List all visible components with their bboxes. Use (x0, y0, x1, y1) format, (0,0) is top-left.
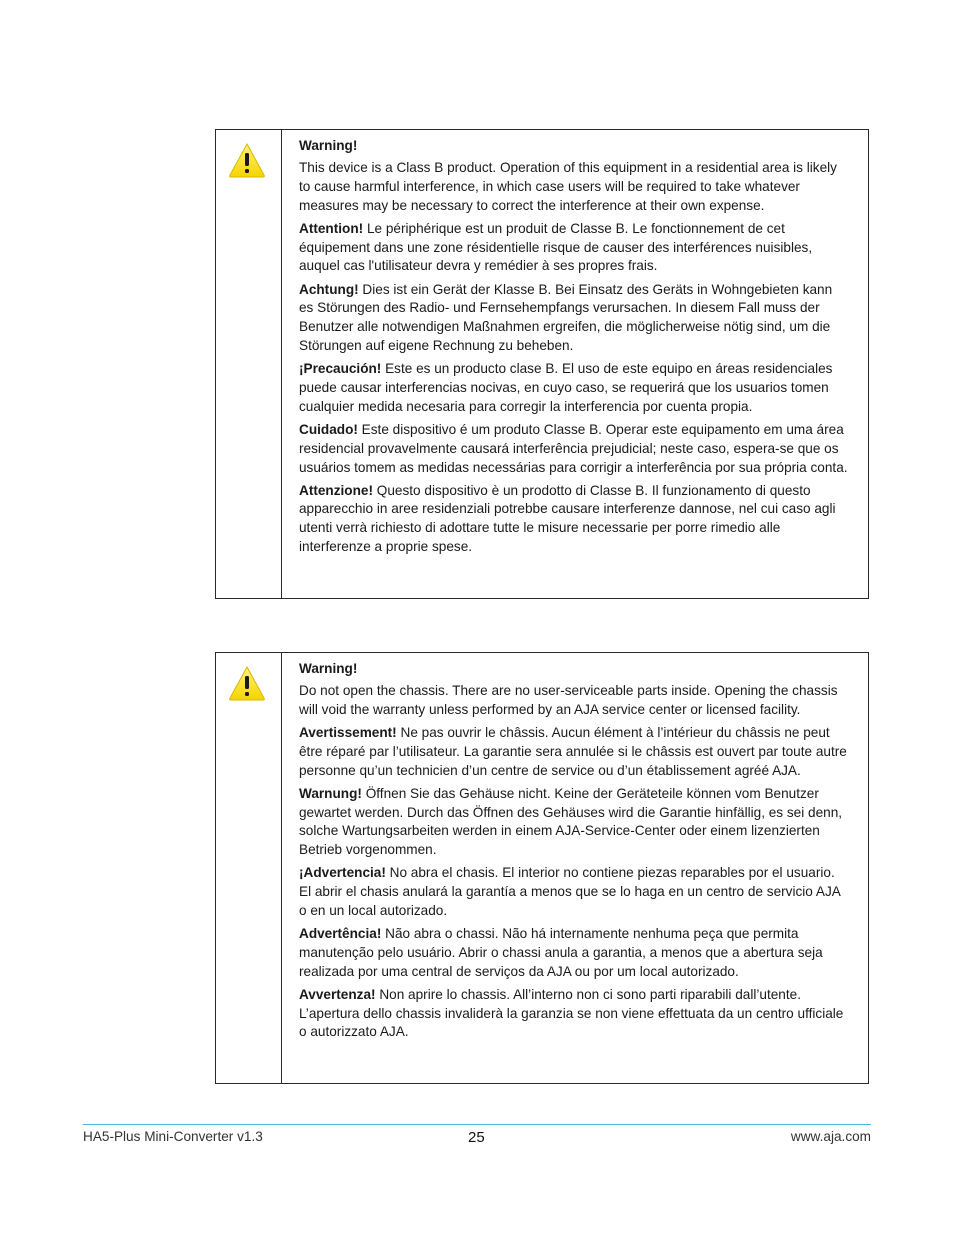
warning-intro: Do not open the chassis. There are no user-serviceable parts inside. Opening the chassis will void the warranty unless performed by an AJA service center or licensed facility. (299, 682, 838, 717)
page-number: 25 (468, 1129, 485, 1146)
footer-website: www.aja.com (790, 1129, 871, 1144)
warning-translation-de: Warnung! Öffnen Sie das Gehäuse nicht. Keine der Geräteteile können vom Benutzer gewartet werden. Durch das Öffnen des Gehäuses wird die Garantie hinfällig, es sei denn, solche Wartungsarbeiten werden in einem AJA-Service-Center oder einem lizenzierten Betrieb vorgenommen. (299, 785, 843, 858)
warning-title: Warning! (299, 661, 358, 676)
warning-translation-pt: Cuidado! Este dispositivo é um produto Classe B. Operar este equipamento em uma área residencial provavelmente causará interferência prejudicial; neste caso, espera-se que os usuários tomem as medidas necessárias para corrigir a interferência por sua própria conta. (299, 421, 848, 475)
warning-translation-es: ¡Advertencia! No abra el chasis. El interior no contiene piezas reparables por el usuario. El abrir el chasis anulará la garantía a menos que se lo haga en un centro de servicio AJA o en un local autorizado. (299, 865, 841, 918)
warning-title: Warning! (299, 138, 358, 153)
warning-icon-cell (216, 130, 282, 598)
warning-text (282, 653, 868, 1083)
warning-translation-pt: Advertência! Não abra o chassi. Não há internamente nenhuma peça que permita manutenção pelo usuário. Abrir o chassi anula a garantia, a menos que a abertura seja realizada por uma central de serviços da AJA ou por um local autorizado. (299, 926, 823, 979)
warning-translation-fr: Attention! Le périphérique est un produit de Classe B. Le fonctionnement de cet équipement dans une zone résidentielle risque de causer des interférences nuisibles, auquel cas l'utilisateur devra y remédier à ses propres frais. (299, 220, 813, 274)
warning-triangle-icon (228, 665, 266, 701)
class-b-warning-box (215, 129, 869, 599)
warning-text (282, 130, 868, 598)
warning-translation-fr: Avertissement! Ne pas ouvrir le châssis. Aucun élément à l’intérieur du châssis ne peut être réparé par l’utilisateur. La garantie sera annulée si le châssis est ouvert par toute autre personne qu’un technicien d’un centre de service ou d’un établissement agréé AJA. (299, 724, 847, 778)
warning-triangle-icon (228, 142, 266, 178)
warning-intro: This device is a Class B product. Operation of this equipment in a residential area is likely to cause harmful interference, in which case users will be required to take whatever measures may be necessary to correct the interference at their own expense. (299, 159, 837, 213)
warning-translation-de: Achtung! Dies ist ein Gerät der Klasse B. Bei Einsatz des Geräts in Wohngebieten kann es Störungen des Radio- und Fernsehempfangs verursachen. In diesem Fall muss der Benutzer alle notwendigen Maßnahmen ergreifen, die möglicherweise nötig sind, um die Störungen auf eigene Rechnung zu beheben. (299, 281, 833, 353)
chassis-warning-box (215, 652, 869, 1084)
footer-divider (83, 1124, 871, 1125)
warning-translation-it: Avvertenza! Non aprire lo chassis. All’interno non ci sono parti riparabili dall’utente. L’apertura dello chassis invaliderà la garanzia se non viene effettuata da un centro ufficiale o autorizzato AJA. (299, 986, 844, 1040)
warning-icon-cell (216, 653, 282, 1083)
footer-product-name: HA5-Plus Mini-Converter v1.3 (83, 1129, 263, 1144)
warning-translation-it: Attenzione! Questo dispositivo è un prodotto di Classe B. Il funzionamento di questo apparecchio in aree residenziali potrebbe causare interferenze dannose, nel cui caso agli utenti verrà richiesto di adottare tutte le misure necessarie per porre rimedio alle interferenze a proprie spese. (299, 482, 836, 555)
warning-translation-es: ¡Precaución! Este es un producto clase B. El uso de este equipo en áreas residenciales puede causar interferencias nocivas, en cuyo caso, se requerirá que los usuarios tomen cualquier medida necesaria para corregir la interferencia por cuenta propia. (299, 361, 833, 414)
